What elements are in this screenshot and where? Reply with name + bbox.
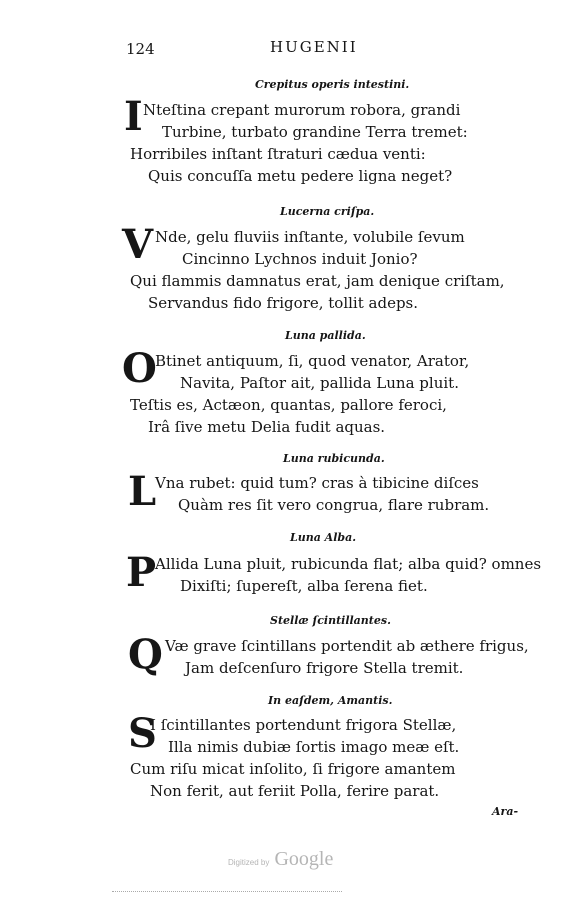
drop-cap-initial: Q: [128, 631, 163, 678]
verse-line: Teſtis es, Actæon, quantas, pallore feroci,: [130, 396, 447, 414]
drop-cap-initial: I: [124, 93, 143, 140]
verse-line: Vna rubet: quid tum? cras à tibicine diſces: [155, 474, 479, 492]
verse-line: Qui flammis damnatus erat, jam denique criſtam,: [130, 272, 505, 290]
verse-line: Navita, Paſtor ait, pallida Luna pluit.: [180, 374, 459, 392]
drop-cap-initial: S: [128, 710, 157, 757]
drop-cap-initial: L: [128, 468, 157, 515]
page-number: 124: [126, 40, 155, 58]
verse-line: Nde, gelu fluviis inſtante, volubile ſevum: [155, 228, 465, 246]
drop-cap-initial: O: [122, 345, 157, 392]
verse-line: Cincinno Lychnos induit Jonio?: [182, 250, 418, 268]
verse-line: Quis concuſſa metu pedere ligna neget?: [148, 167, 453, 185]
poem-title: Luna rubicunda.: [283, 452, 385, 465]
verse-line: Horribiles inſtant ſtraturi cædua venti:: [130, 145, 426, 163]
verse-line: Non ferit, aut feriit Polla, ferire parat.: [150, 782, 440, 800]
verse-line: Væ grave ſcintillans portendit ab æthere frigus,: [165, 637, 529, 655]
catchword: Ara-: [492, 805, 519, 818]
verse-line: Dixiſti; ſupereſt, alba ſerena fiet.: [180, 577, 428, 595]
verse-line: Quàm res ſit vero congrua, flare rubram.: [178, 496, 490, 514]
verse-line: Irâ ſive metu Delia fudit aquas.: [148, 418, 386, 436]
verse-line: Btinet antiquum, ſi, quod venator, Arator,: [155, 352, 470, 370]
poem-title: In eaſdem, Amantis.: [268, 694, 393, 707]
verse-line: Jam deſcenſuro frigore Stella tremit.: [185, 659, 464, 677]
verse-line: Servandus fido frigore, tollit adeps.: [148, 294, 419, 312]
verse-line: Nteſtina crepant murorum robora, grandi: [143, 101, 461, 119]
verse-line: Allida Luna pluit, rubicunda flat; alba quid? omnes: [155, 555, 542, 573]
poem-title: Stellæ ſcintillantes.: [270, 614, 391, 627]
verse-line: Illa nimis dubiæ ſortis imago meæ eſt.: [168, 738, 460, 756]
google-logo: Google: [274, 848, 334, 870]
verse-line: I ſcintillantes portendunt frigora Stellæ,: [150, 716, 457, 734]
drop-cap-initial: P: [126, 549, 157, 596]
poem-title: Luna Alba.: [290, 531, 357, 544]
verse-line: Turbine, turbato grandine Terra tremet:: [162, 123, 468, 141]
bottom-rule: [112, 891, 342, 892]
drop-cap-initial: V: [122, 221, 154, 268]
digitized-by-label: Digitized by: [228, 858, 270, 867]
poem-title: Lucerna criſpa.: [280, 205, 375, 218]
poem-title: Crepitus operis intestini.: [255, 78, 410, 91]
verse-line: Cum riſu micat inſolito, ſi frigore amantem: [130, 760, 456, 778]
running-head: HUGENII: [270, 38, 358, 56]
digitized-watermark: [228, 848, 333, 871]
poem-title: Luna pallida.: [285, 329, 366, 342]
